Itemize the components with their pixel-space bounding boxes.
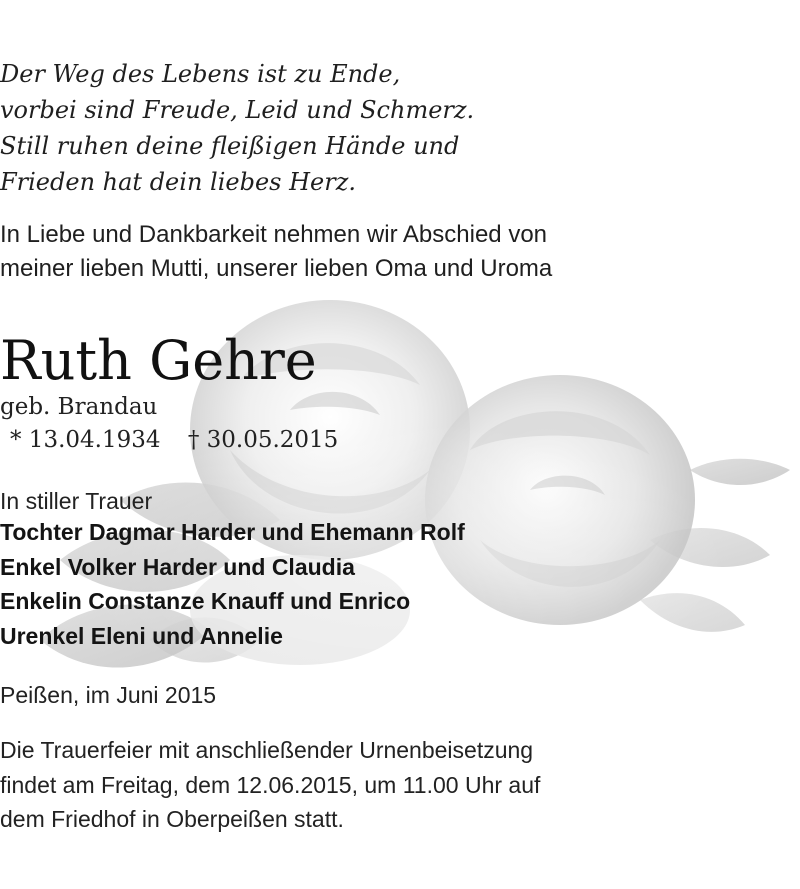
mourning-label: In stiller Trauer [0, 488, 153, 514]
poem-line: Der Weg des Lebens ist zu Ende, [0, 60, 401, 88]
poem [0, 56, 800, 200]
funeral-line: Die Trauerfeier mit anschließender Urnenbeisetzung [0, 737, 534, 763]
family-member: Tochter Dagmar Harder und Ehemann Rolf [0, 519, 465, 545]
funeral-details [0, 733, 800, 837]
life-dates [0, 425, 800, 455]
birth-name: geb. Brandau [0, 394, 158, 420]
poem-line: vorbei sind Freude, Leid und Schmerz. [0, 96, 475, 124]
place-and-date: Peißen, im Juni 2015 [0, 682, 217, 708]
poem-line: Still ruhen deine fleißigen Hände und [0, 132, 460, 160]
poem-line: Frieden hat dein liebes Herz. [0, 168, 356, 196]
deceased-name: Ruth Gehre [0, 329, 317, 392]
birth-date: * 13.04.1934 [10, 427, 161, 453]
family-member: Enkel Volker Harder und Claudia [0, 553, 355, 580]
funeral-line: dem Friedhof in Oberpeißen statt. [0, 806, 344, 832]
farewell-intro [0, 218, 800, 286]
death-date: † 30.05.2015 [187, 427, 339, 453]
family-list [0, 515, 800, 653]
intro-line: meiner lieben Mutti, unserer lieben Oma und Uroma [0, 255, 553, 282]
funeral-line: findet am Freitag, dem 12.06.2015, um 11.00 Uhr auf [0, 771, 541, 798]
intro-line: In Liebe und Dankbarkeit nehmen wir Abschied von [0, 221, 548, 248]
family-member: Enkelin Constanze Knauff und Enrico [0, 588, 411, 614]
family-member: Urenkel Eleni und Annelie [0, 622, 283, 649]
